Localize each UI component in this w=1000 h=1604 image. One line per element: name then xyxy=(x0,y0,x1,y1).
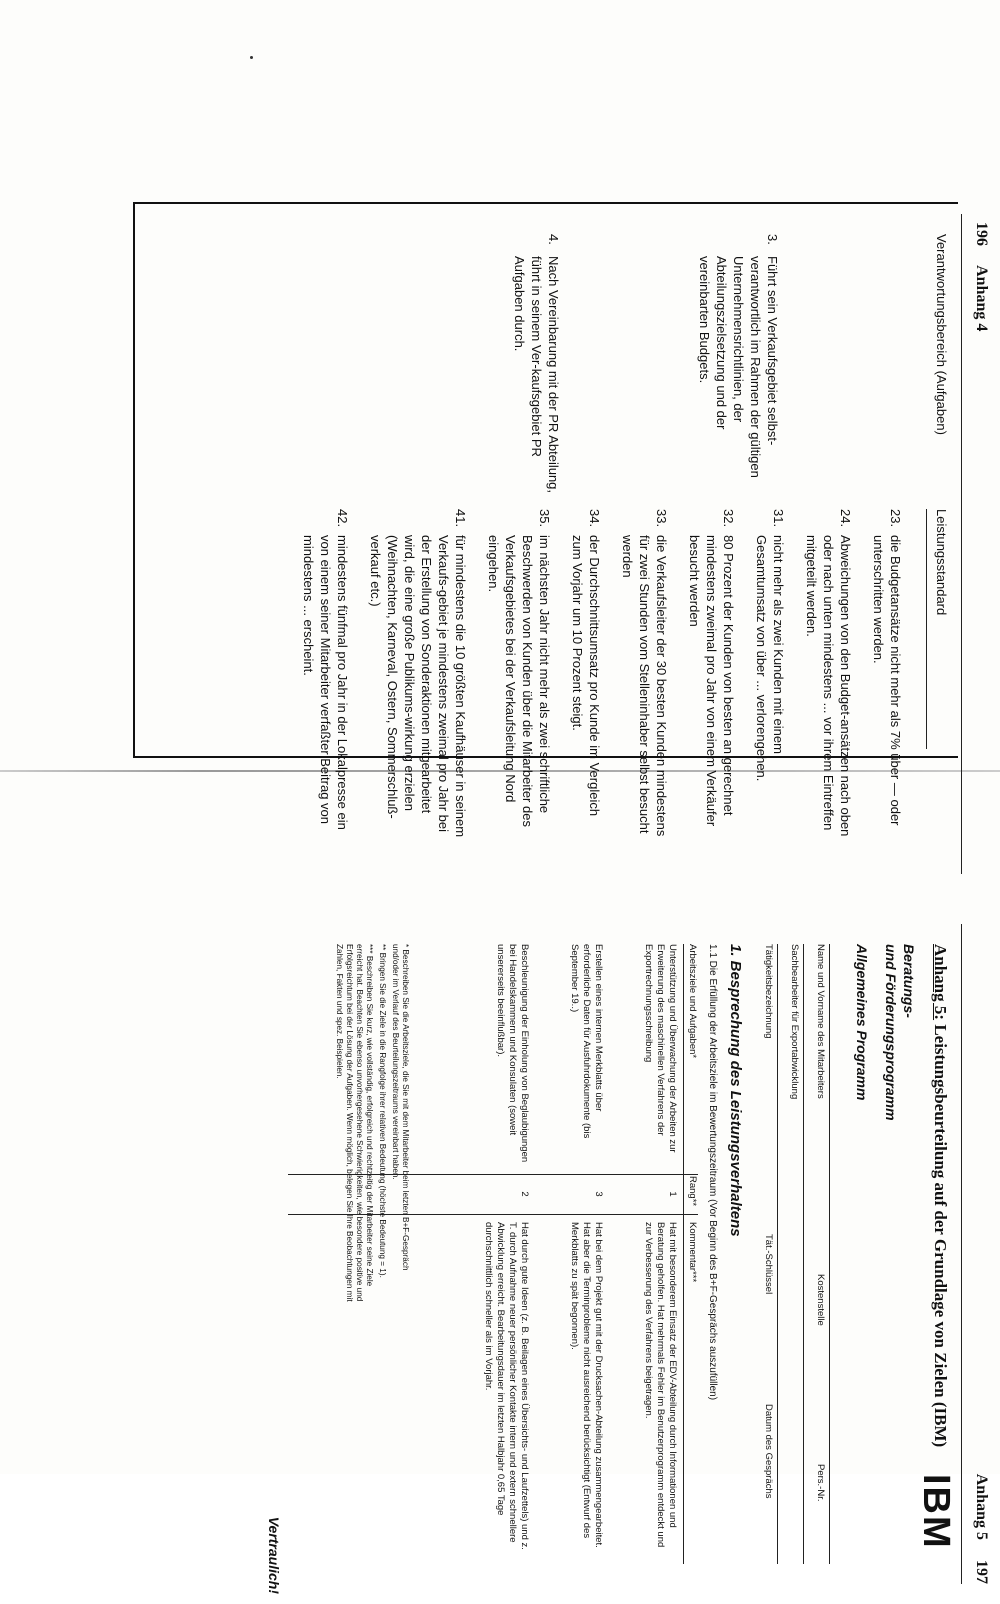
aim-cell: Unterstützung und Überwachung der Arbeiten zur Erweiterung des maschinellen Verfahrens der Exportrechnungsschreibung xyxy=(643,944,678,1153)
aim-cell: Erstellen eines internen Merkblatts über erforderliche Daten für Ausfuhrdokumente (bis September 19..) xyxy=(569,944,604,1139)
program-title xyxy=(882,944,918,1121)
program-line-1: Beratungs- xyxy=(901,944,917,1018)
page-196-header xyxy=(972,222,990,331)
program-subtitle: Allgemeines Programm xyxy=(854,944,870,1101)
item-text: die Budgetansätze nicht mehr als 7% über — oder unterschritten werden. xyxy=(871,535,903,826)
job-title-value: Sachbearbeiter für Exportabwicklung xyxy=(789,944,800,1100)
form-row-job xyxy=(781,944,804,1564)
document-title xyxy=(930,944,950,1447)
list-item xyxy=(803,509,854,839)
logo-text: IBM xyxy=(915,1474,957,1550)
comment-cell: Hat bei dem Projekt gut mit der Drucksachen-Abteilung zusammengearbeitet. Hat aber die Terminprobleme nicht ausreichend berücksichtigt (Entwurf des Merkblatts zu spät begonnen). xyxy=(569,1222,604,1548)
aim-cell: Beschleunigung der Einholung von Beglaubigungen bei Handelskammern und Konsulaten (soweit unsererseits beeinflußbar). xyxy=(495,944,530,1163)
activity-key-label: Tät.-Schlüssel xyxy=(763,1234,774,1295)
item-number: 32. xyxy=(721,509,736,528)
list-item xyxy=(870,509,904,839)
program-line-2: und Förderungsprogramm xyxy=(883,944,899,1121)
list-item xyxy=(511,234,562,494)
list-item xyxy=(485,509,553,839)
item-number: 3. xyxy=(765,234,780,245)
running-head: Anhang 4 xyxy=(973,265,990,332)
personnel-number-label: Pers.-Nr. xyxy=(815,1464,826,1502)
item-text: Führt sein Verkaufsgebiet selbst-verantwortlich im Rahmen der gültigen Unternehmensrichtlinien, der Abteilungszielsetzung und der vereinbarten Budgets. xyxy=(697,256,780,478)
list-item xyxy=(696,234,781,494)
table-header-rule xyxy=(683,944,684,1564)
header-rule xyxy=(961,214,962,874)
form-row-activity xyxy=(755,944,778,1564)
item-number: 42. xyxy=(335,509,350,528)
item-number: 33. xyxy=(654,509,669,528)
page-196 xyxy=(0,194,1000,894)
page-197-header xyxy=(972,1474,990,1584)
title-label: Anhang 5: xyxy=(931,944,950,1021)
item-number: 41. xyxy=(453,509,468,528)
item-text: die Verkaufsleiter der 30 besten Kunden mindestens für zwei Stunden vom Stelleninhaber selbst besucht werden xyxy=(620,535,669,837)
header-rule xyxy=(961,924,962,1584)
aims-header: Arbeitsziele und Aufgaben* xyxy=(687,944,698,1059)
item-text: im nächsten Jahr nicht mehr als zwei schriftliche Beschwerden von Kunden über die Mitarbeiter des Verkaufsgebietes bei der Verkaufsleitung Nord eingehen. xyxy=(486,535,552,827)
list-item xyxy=(569,509,603,839)
ibm-logo xyxy=(915,1474,957,1584)
form-row-name xyxy=(807,944,830,1564)
item-number: 24. xyxy=(838,509,853,528)
comment-cell: Hat mit besonderem Einsatz der EDV-Abteilung durch Informationen und Beratung geholfen. Hat mehrmals Fehler im Benutzerprogramm entdeckt und zur Verbesserung des Verfahrens beigetragen. xyxy=(643,1222,678,1548)
comment-cell: Hat durch gute Ideen (z. B. Beilagen eines Übersichts- und Laufzettels) und z. T. durch Aufnahme neuer persönlicher Kontakte intern und extern schnellere Abwicklung erreicht. Bearbeitungsdauer im letzten Halbjahr 0,65 Tage durchschnittlich schneller als im Vorjahr. xyxy=(483,1222,530,1550)
item-text: mindestens fünfmal pro Jahr in der Lokalpresse ein von einem seiner Mitarbeiter verfaßter Beitrag von mindestens ... erscheint. xyxy=(301,535,350,830)
list-item xyxy=(686,509,737,839)
list-item xyxy=(619,509,670,839)
footnotes xyxy=(331,944,410,1304)
footnote: * Beschreiben Sie die Arbeitsziele, die Sie mit dem Mitarbeiter beim letzten B+F-Gespräch und/oder im Verlauf des Beurteilungszeitraums vereinbart haben. xyxy=(391,944,410,1271)
item-number: 31. xyxy=(771,509,786,528)
list-item xyxy=(753,509,787,839)
item-text: nicht mehr als zwei Kunden mit einem Gesamtumsatz von über ... verlorengehen. xyxy=(754,535,786,782)
interview-date-label: Datum des Gesprächs xyxy=(763,1404,774,1499)
page-number: 196 xyxy=(973,222,990,246)
name-label: Name und Vorname des Mitarbeiters xyxy=(815,944,826,1099)
list-item xyxy=(367,509,469,839)
rank-cell: 1 xyxy=(667,1191,678,1197)
column-heading: Verantwortungsbereich (Aufgaben) xyxy=(934,234,949,435)
page-number: 197 xyxy=(973,1560,990,1584)
cost-center-label: Kostenstelle xyxy=(815,1274,826,1326)
item-text: 80 Prozent der Kunden von besten an gerechnet mindestens zweimal pro Jahr von einem Verkäufer besucht werden xyxy=(687,535,736,827)
item-text: für mindestens die 10 größten Kaufhäuser in seinem Verkaufs-gebiet je mindestens zweimal pro Jahr bei der Erstellung von Sonderaktionen mitgearbeitet wird, die eine große Publikums-wirkung erzielen (Weihnachten, Karneval, Ostern, Sommerschluß-verkauf etc.) xyxy=(368,535,468,838)
item-number: 34. xyxy=(587,509,602,528)
confidential-stamp: Vertraulich! xyxy=(266,1516,282,1594)
item-text: Nach Vereinbarung mit der PR Abteilung, führt in seinem Ver-kaufsgebiet PR Aufgaben durch. xyxy=(512,256,561,494)
footnote: ** Bringen Sie die Ziele in die Rangfolge ihrer relativen Bedeutung (höchste Bedeutung = 1). xyxy=(378,944,387,1278)
list-item xyxy=(300,509,351,839)
item-number: 23. xyxy=(888,509,903,528)
scan-speck xyxy=(250,56,253,59)
section-title: 1. Besprechung des Leistungsverhaltens xyxy=(727,944,744,1237)
item-number: 35. xyxy=(537,509,552,528)
item-text: der Durchschnittsumsatz pro Kunde im Vergleich zum Vorjahr um 10 Prozent steigt. xyxy=(570,535,602,817)
running-head: Anhang 5 xyxy=(973,1473,990,1540)
comment-header: Kommentar*** xyxy=(687,1222,698,1283)
item-number: 4. xyxy=(546,234,561,245)
title-text: Leistungsbeurteilung auf der Grundlage von Zielen (IBM) xyxy=(931,1024,950,1448)
footnote: *** Beschreiben Sie kurz, wie vollständig, erfolgreich und rechtzeitig der Mitarbeiter seine Ziele erreicht hat. Beachten Sie ebenso unvorhergesehene Schwierigkeiten, wie besondere positive und Erfolgsreichtum bei der Lösung der Aufgaben. Wenn möglich, belegen Sie Ihre Beobachtungen mit Zahlen, Fakten und spez. Beispielen. xyxy=(335,944,374,1302)
column-heading: Leistungsstandard xyxy=(934,509,949,616)
rank-cell: 3 xyxy=(593,1191,604,1197)
column-heading-rule xyxy=(926,509,927,749)
section-subtitle: 1.1 Die Erfüllung der Arbeitsziele im Bewertungszeitraum (Vor Beginn des B+F-Gesprächs auszufüllen) xyxy=(707,944,718,1401)
rank-cell: 2 xyxy=(519,1191,530,1197)
item-text: Abweichungen von den Budget-ansätzen nach oben oder nach unten mindestens ... vor ihrem Eintreffen mitgeteilt werden. xyxy=(804,535,853,837)
page-197 xyxy=(0,904,1000,1604)
activity-label: Tätigkeitsbezeichnung xyxy=(763,944,774,1039)
responsibility-column xyxy=(495,234,950,494)
standard-column xyxy=(284,509,950,839)
rank-header: Rang** xyxy=(687,1176,698,1207)
